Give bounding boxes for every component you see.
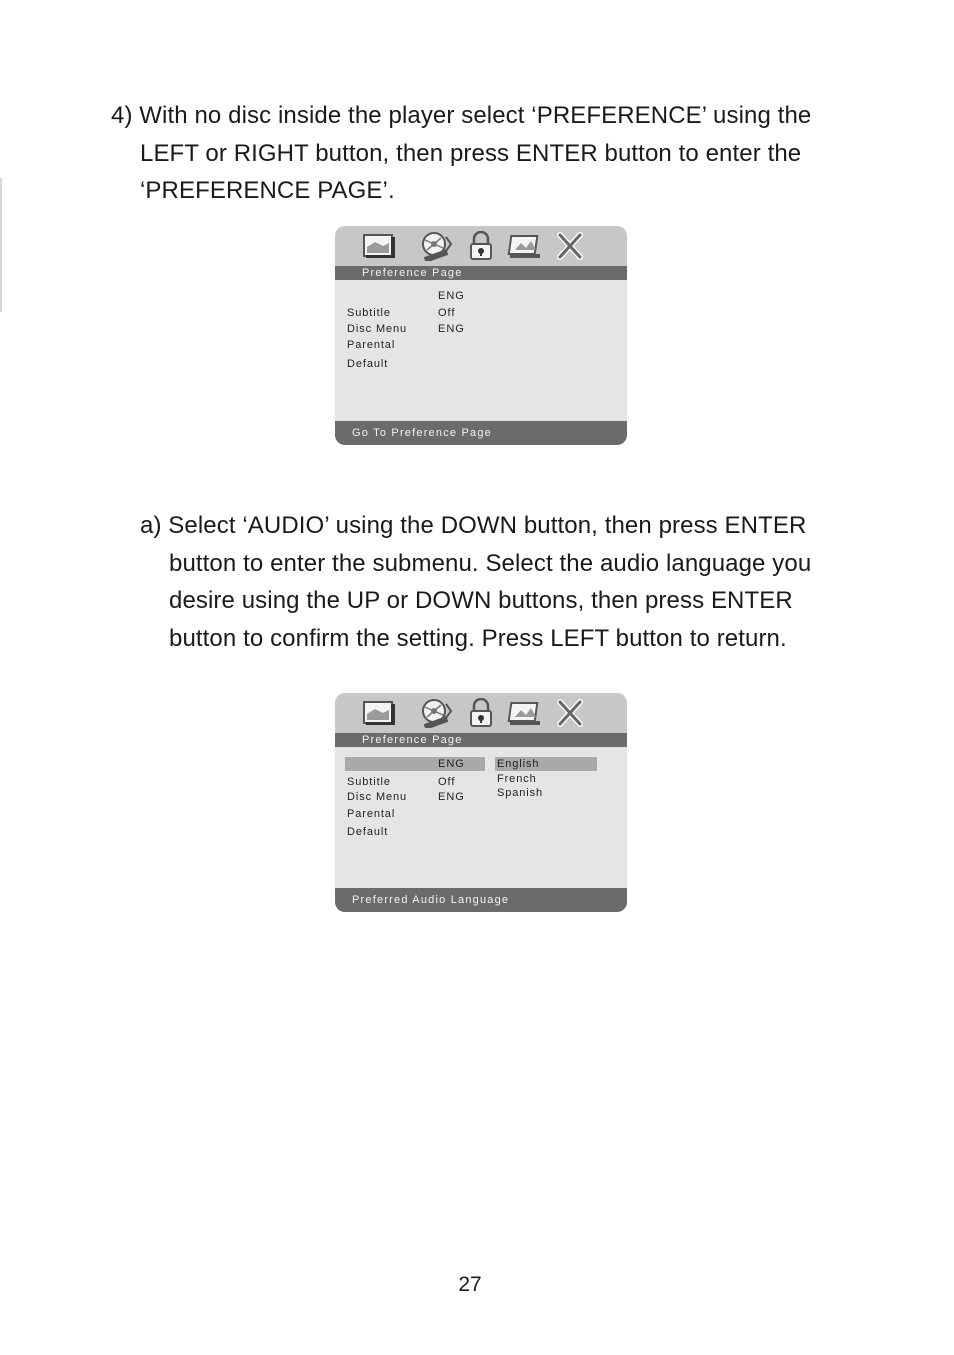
step-a-instructions bbox=[140, 507, 900, 657]
default-label[interactable]: Default bbox=[347, 358, 389, 370]
step-a-line-4: button to confirm the setting. Press LEFT button to return. bbox=[169, 624, 787, 652]
step-a-line-1: a) Select ‘AUDIO’ using the DOWN button, then press ENTER bbox=[140, 512, 807, 539]
osd-title-bar bbox=[335, 266, 627, 280]
submenu-option-spanish[interactable]: Spanish bbox=[497, 787, 544, 799]
audio-value[interactable]: ENG bbox=[438, 290, 465, 302]
audio-setup-icon bbox=[418, 231, 454, 261]
step-a-line-3: desire using the UP or DOWN buttons, then press ENTER bbox=[169, 587, 793, 614]
disc-menu-value: ENG bbox=[438, 323, 465, 335]
step-4-line-3: ‘PREFERENCE PAGE’. bbox=[140, 177, 395, 204]
subtitle-label[interactable]: Subtitle bbox=[347, 776, 391, 788]
osd-preference-page-screen bbox=[335, 226, 627, 445]
general-setup-icon bbox=[361, 231, 397, 261]
step-4-instructions bbox=[111, 97, 901, 210]
preference-icon bbox=[507, 231, 543, 261]
default-label[interactable]: Default bbox=[347, 826, 389, 838]
exit-icon bbox=[552, 231, 588, 261]
osd-title: Preference Page bbox=[362, 267, 463, 279]
step-a-line-2: button to enter the submenu. Select the audio language you bbox=[169, 549, 812, 577]
general-setup-icon bbox=[361, 698, 397, 728]
audio-setup-icon bbox=[418, 698, 454, 728]
step-4-line-1: 4) With no disc inside the player select ‘PREFERENCE’ using the bbox=[111, 102, 812, 129]
lock-icon bbox=[463, 231, 499, 261]
parental-label[interactable]: Parental bbox=[347, 339, 396, 351]
margin-mark bbox=[0, 178, 2, 312]
osd-footer-text: Go To Preference Page bbox=[352, 427, 492, 439]
preference-icon bbox=[507, 698, 543, 728]
disc-menu-label[interactable]: Disc Menu bbox=[347, 791, 408, 803]
subtitle-value: Off bbox=[438, 307, 456, 319]
disc-menu-value: ENG bbox=[438, 791, 465, 803]
step-4-line-2: LEFT or RIGHT button, then press ENTER button to enter the bbox=[140, 139, 802, 167]
parental-label[interactable]: Parental bbox=[347, 808, 396, 820]
subtitle-value: Off bbox=[438, 776, 456, 788]
exit-icon bbox=[552, 698, 588, 728]
disc-menu-label[interactable]: Disc Menu bbox=[347, 323, 408, 335]
submenu-option-english[interactable]: English bbox=[497, 758, 540, 770]
osd-icon-bar bbox=[335, 693, 627, 733]
subtitle-label[interactable]: Subtitle bbox=[347, 307, 391, 319]
lock-icon bbox=[463, 698, 499, 728]
page-number: 27 bbox=[458, 1273, 482, 1296]
osd-audio-language-screen bbox=[335, 693, 627, 912]
osd-footer bbox=[335, 421, 627, 445]
osd-icon-bar bbox=[335, 226, 627, 266]
osd-footer-text: Preferred Audio Language bbox=[352, 894, 510, 906]
osd-title: Preference Page bbox=[362, 734, 463, 746]
osd-footer bbox=[335, 888, 627, 912]
audio-value[interactable]: ENG bbox=[438, 758, 465, 770]
osd-title-bar bbox=[335, 733, 627, 747]
submenu-option-french[interactable]: French bbox=[497, 773, 537, 785]
